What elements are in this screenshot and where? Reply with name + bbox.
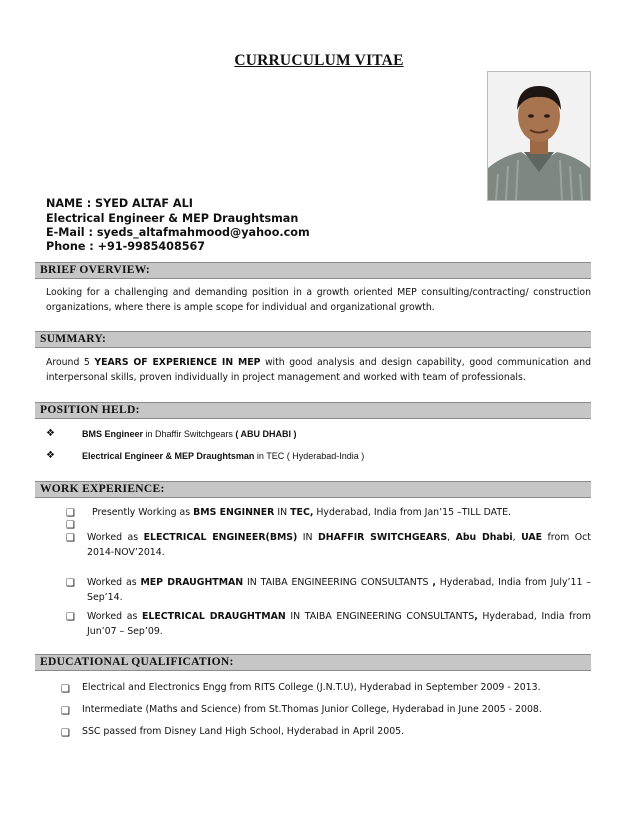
work-text: Presently Working as (92, 507, 194, 518)
section-header-work-experience (35, 481, 591, 498)
summary-text (46, 355, 591, 385)
work-period: Hyderabad, India from Jan’15 –TILL DATE. (313, 507, 511, 518)
work-text: IN TAIBA ENGINEERING CONSULTANTS (243, 577, 433, 588)
candidate-role: Electrical Engineer & MEP Draughtsman (46, 212, 299, 225)
work-item (87, 609, 591, 639)
work-text: Worked as (87, 611, 142, 622)
work-item (87, 575, 591, 605)
section-title: SUMMARY: (40, 333, 107, 345)
work-text: Worked as (87, 532, 144, 543)
checkbox-bullet-icon: ❑ (66, 612, 75, 623)
brief-overview-text: Looking for a challenging and demanding position in a growth oriented MEP consulting/contracting/ construction organizations, where there is ample scope for individual and organizational growth. (46, 287, 591, 313)
education-item: Intermediate (Maths and Science) from St.Thomas Junior College, Hyderabad in June 2005 - 2008. (82, 704, 542, 715)
section-title: BRIEF OVERVIEW: (40, 264, 151, 276)
section-title: POSITION HELD: (40, 404, 140, 416)
checkbox-bullet-icon: ❑ (66, 520, 75, 531)
section-header-educational-qualification (35, 654, 591, 671)
summary-pre: Around 5 (46, 357, 95, 368)
work-text: IN (274, 507, 291, 518)
work-text: , (512, 532, 522, 543)
candidate-name: NAME : SYED ALTAF ALI (46, 197, 193, 210)
position-item (82, 451, 364, 461)
work-company: DHAFFIR SWITCHGEARS (318, 532, 448, 543)
work-period: Hyderabad, India from Jun’07 – Sep’09. (87, 611, 591, 637)
checkbox-bullet-icon: ❑ (61, 706, 70, 717)
checkbox-bullet-icon: ❑ (66, 533, 75, 544)
position-location: ( ABU DHABI ) (235, 429, 297, 439)
work-company: TEC, (290, 507, 314, 518)
work-role: MEP DRAUGHTMAN (140, 577, 244, 588)
section-header-brief-overview (35, 262, 591, 279)
work-role: ELECTRICAL DRAUGHTMAN (142, 611, 286, 622)
position-title: Electrical Engineer & MEP Draughtsman (82, 451, 255, 461)
checkbox-bullet-icon: ❑ (66, 508, 75, 519)
candidate-email: E-Mail : syeds_altafmahmood@yahoo.com (46, 226, 310, 239)
document-title: CURRUCULUM VITAE (234, 52, 404, 69)
work-text: , (447, 532, 456, 543)
section-header-position-held (35, 402, 591, 419)
checkbox-bullet-icon: ❑ (66, 578, 75, 589)
section-title: WORK EXPERIENCE: (40, 483, 165, 495)
position-company: in Dhaffir Switchgears (143, 429, 236, 439)
candidate-phone: Phone : +91-9985408567 (46, 240, 206, 253)
work-text: , (432, 577, 436, 588)
work-text: IN TAIBA ENGINEERING CONSULTANTS (285, 611, 475, 622)
work-text: Worked as (87, 577, 141, 588)
work-item (92, 505, 511, 520)
work-country: UAE (521, 532, 543, 543)
education-item: Electrical and Electronics Engg from RITS College (J.N.T.U), Hyderabad in September 2009 - 2013. (82, 682, 541, 693)
summary-highlight: YEARS OF EXPERIENCE IN MEP (94, 357, 261, 368)
diamond-bullet-icon: ❖ (46, 428, 55, 439)
work-role: BMS ENGINNER (193, 507, 275, 518)
position-title: BMS Engineer (82, 429, 144, 439)
section-title: EDUCATIONAL QUALIFICATION: (40, 656, 234, 668)
checkbox-bullet-icon: ❑ (61, 684, 70, 695)
work-text: IN (297, 532, 318, 543)
work-city: Abu Dhabi (455, 532, 513, 543)
work-period: from Oct 2014-NOV’2014. (87, 532, 591, 558)
diamond-bullet-icon: ❖ (46, 450, 55, 461)
position-company: in TEC ( Hyderabad-India ) (254, 451, 365, 461)
education-item: SSC passed from Disney Land High School, Hyderabad in April 2005. (82, 726, 405, 737)
work-role: ELECTRICAL ENGINEER(BMS) (143, 532, 298, 543)
section-header-summary (35, 331, 591, 348)
work-text: , (474, 611, 478, 622)
summary-post: with good analysis and design capability, good communication and interpersonal skills, proven individually in project management and worked with team of professionals. (46, 357, 591, 383)
profile-photo (487, 71, 591, 201)
work-item (87, 530, 591, 560)
position-item (82, 429, 297, 439)
checkbox-bullet-icon: ❑ (61, 728, 70, 739)
work-period: Hyderabad, India from July’11 – Sep’14. (87, 577, 591, 603)
